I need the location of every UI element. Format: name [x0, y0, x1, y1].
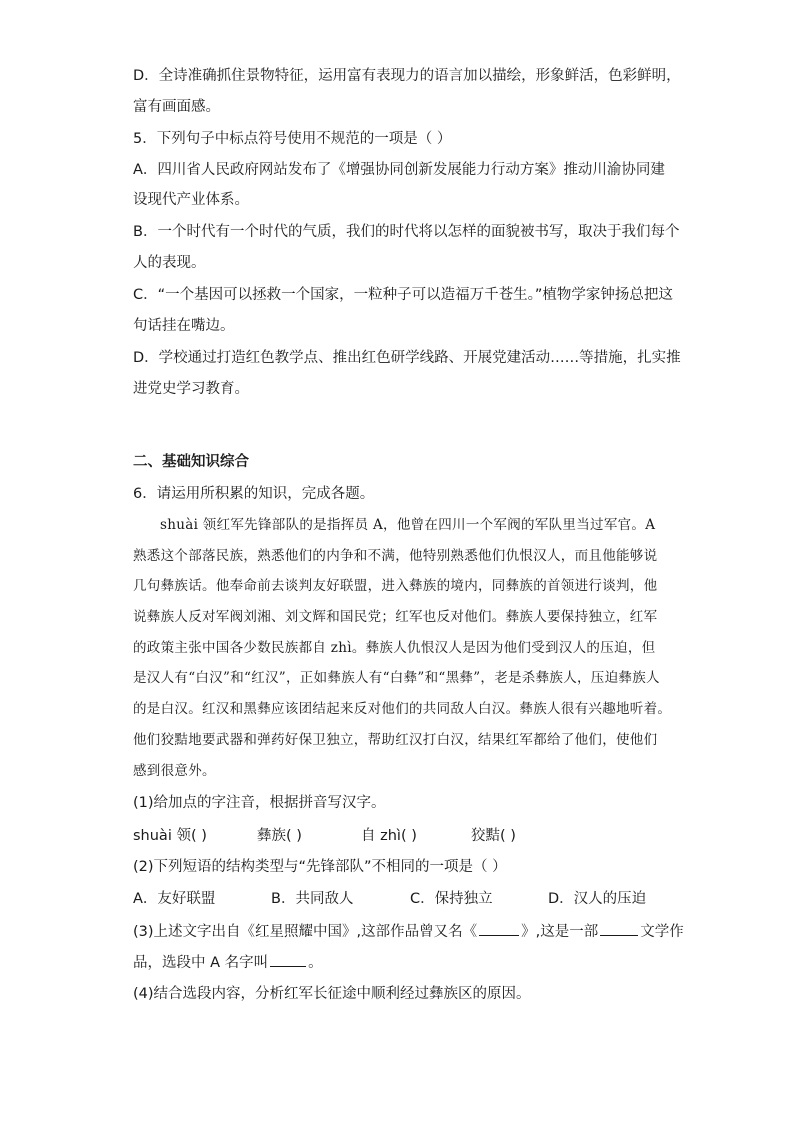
sub1-item: 狡黠( ) [471, 828, 516, 844]
section-title: 二、基础知识综合 [133, 454, 249, 470]
answer-blank-name[interactable] [270, 952, 306, 967]
sub2-option: B．共同敌人 [271, 891, 354, 907]
q5-option-c-line2: 句话挂在嘴边。 [133, 318, 235, 334]
sub4-stem: (4)结合选段内容，分析红军长征途中顺利经过彝族区的原因。 [133, 986, 531, 1002]
sub1-items [133, 826, 653, 846]
q6-stem: 6．请运用所积累的知识，完成各题。 [133, 486, 375, 502]
passage-line: 感到很意外。 [133, 763, 216, 779]
q5-stem: 5．下列句子中标点符号使用不规范的一项是（ ） [133, 131, 452, 147]
sub3-text: (3)上述文字出自《红星照耀中国》,这部作品曾又名《 [133, 924, 478, 940]
sub2-option: C．保持独立 [410, 891, 493, 907]
sub2-option: D．汉人的压迫 [548, 891, 647, 907]
passage-line: 几句彝族话。他奉命前去谈判友好联盟，进入彝族的境内，同彝族的首领进行谈判，他 [133, 578, 658, 594]
sub3-text: 》,这是一部 [521, 924, 599, 940]
passage-line: 的是白汉。红汉和黑彝应该团结起来反对他们的共同敌人白汉。彝族人很有兴趣地听着。 [133, 701, 672, 717]
sub2-option: A．友好联盟 [133, 891, 216, 907]
sub3-line2 [133, 952, 323, 973]
q5-option-a-line2: 设现代产业体系。 [133, 192, 249, 208]
passage-line: shuài 领红军先锋部队的是指挥员 A，他曾在四川一个军阀的军队里当过军官。A [160, 517, 656, 533]
answer-blank-alt-title[interactable] [479, 921, 519, 936]
q5-option-d-line2: 进党史学习教育。 [133, 381, 249, 397]
sub2-options [133, 889, 653, 909]
q5-option-c-line1: C．“一个基因可以拯救一个国家，一粒种子可以造福万千苍生。”植物学家钟扬总把这 [133, 287, 673, 303]
q4-option-d-line2: 富有画面感。 [133, 99, 220, 115]
passage-line: 说彝族人反对军阀刘湘、刘文辉和国民党；红军也反对他们。彝族人要保持独立，红军 [133, 609, 658, 625]
sub2-stem: (2)下列短语的结构类型与“先锋部队”不相同的一项是（ ） [133, 859, 507, 875]
passage-line: 熟悉这个部落民族，熟悉他们的内争和不满，他特别熟悉他们仇恨汉人，而且他能够说 [133, 548, 658, 564]
q5-option-b-line1: B．一个时代有一个时代的气质，我们的时代将以怎样的面貌被书写，取决于我们每个 [133, 224, 680, 240]
q5-option-b-line2: 人的表现。 [133, 255, 206, 271]
passage-line: 的政策主张中国各少数民族都自 zhì。彝族人仇恨汉人是因为他们受到汉人的压迫，但 [133, 640, 656, 656]
sub1-item: 彝族( ) [257, 828, 302, 844]
answer-blank-genre[interactable] [600, 921, 638, 936]
q5-option-d-line1: D．学校通过打造红色教学点、推出红色研学线路、开展党建活动……等措施，扎实推 [133, 350, 681, 366]
sub3-text: 品，选段中 A 名字叫 [133, 955, 269, 971]
passage-line: 他们狡黠地要武器和弹药好保卫独立，帮助红汉打白汉，结果红军都给了他们，使他们 [133, 732, 658, 748]
q4-option-d-line1: D．全诗准确抓住景物特征，运用富有表现力的语言加以描绘，形象鲜活，色彩鲜明， [133, 68, 681, 84]
sub3-text: 。 [308, 955, 323, 971]
sub1-item: 自 zhì( ) [361, 828, 417, 844]
q5-option-a-line1: A．四川省人民政府网站发布了《增强协同创新发展能力行动方案》推动川渝协同建 [133, 162, 665, 178]
passage-line: 是汉人有“白汉”和“红汉”，正如彝族人有“白彝”和“黑彝”，老是杀彝族人，压迫彝族人 [133, 670, 660, 686]
sub1-item: shuài 领( ) [133, 828, 207, 844]
sub3-line1 [133, 921, 684, 942]
sub3-text: 文学作 [640, 924, 684, 940]
sub1-stem: (1)给加点的字注音，根据拼音写汉字。 [133, 795, 386, 811]
